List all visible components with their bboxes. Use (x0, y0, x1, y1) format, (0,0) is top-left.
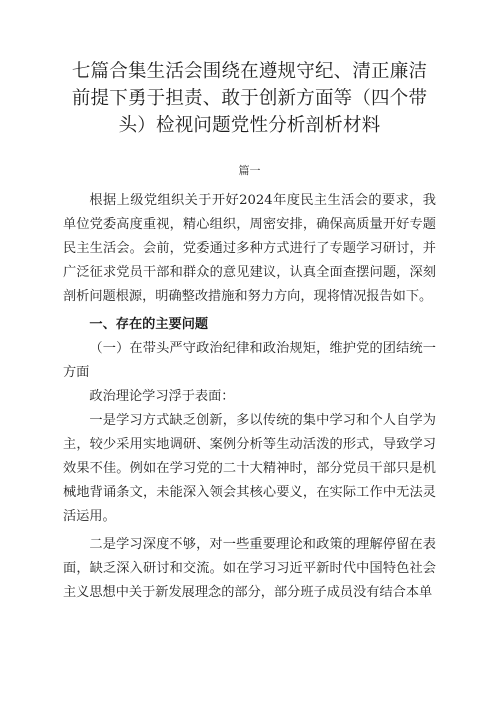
subsection-heading: （一）在带头严守政治纪律和政治规矩，维护党的团结统一方面 (63, 341, 436, 380)
document-subtitle: 篇一 (238, 164, 261, 177)
body-paragraph-2: 二是学习深度不够，对一些重要理论和政策的理解停留在表面，缺乏深入研讨和交流。如在学习习近平新时代中国特色社会主义思想中关于新发展理念的部分，部分班子成员没有结合本单 (63, 537, 436, 600)
intro-paragraph: 根据上级党组织关于开好2024年度民主生活会的要求，我单位党委高度重视，精心组织，周密安排，确保高质量开好专题民主生活会。会前，党委通过多种方式进行了专题学习研讨，并广泛征求党员干部和群众的意见建议，认真全面查摆问题，深刻剖析问题根源，明确整改措施和努力方向，现将情况报告如下。 (63, 193, 436, 304)
section-heading: 一、存在的主要问题 (89, 317, 209, 332)
body-paragraph-1: 一是学习方式缺乏创新，多以传统的集中学习和个人自学为主，较少采用实地调研、案例分析等生动活泼的形式，导致学习效果不佳。例如在学习党的二十大精神时，部分党员干部只是机械地背诵条文，未能深入领会其核心要义，在实际工作中无法灵活运用。 (63, 413, 436, 524)
document-title: 七篇合集生活会围绕在遵规守纪、清正廉洁前提下勇于担责、敢于创新方面等（四个带头）检视问题党性分析剖析材料 (71, 61, 428, 136)
item-heading: 政治理论学习浮于表面： (89, 389, 235, 404)
